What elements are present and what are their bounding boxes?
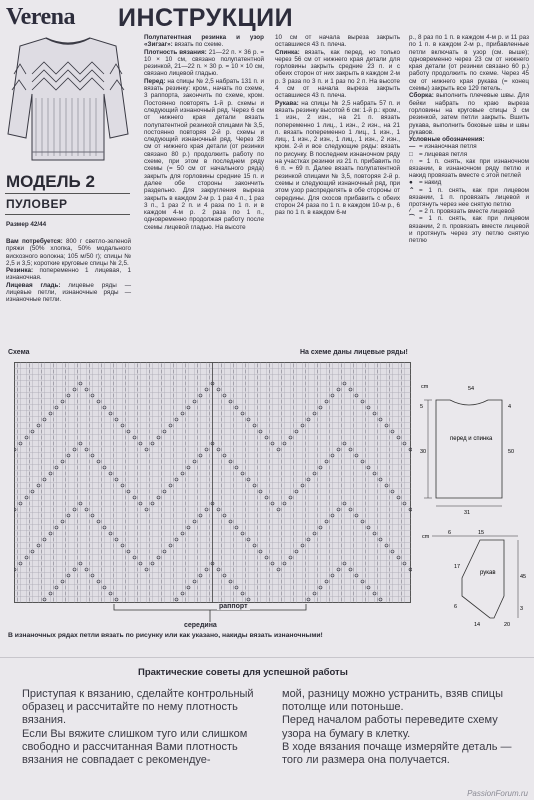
body-unit: cm xyxy=(421,384,429,390)
sleeve-measure: 17 xyxy=(454,564,461,570)
legend-text: = 1 п. снять, как при изнаночном вязании, в изнаночном ряду петлю и накид провязать вместе с этой петлей xyxy=(409,157,529,180)
rib-text: попеременно 1 лицевая, 1 изнаночная. xyxy=(6,267,131,282)
schema-note: На схеме даны лицевые ряды! xyxy=(300,349,408,356)
body-pattern xyxy=(424,400,502,506)
legend-text: = 1 п. снять, как при лицевом вязании, 2 п. провязать вместе лицевой и протянуть через эту петлю снятую петлю xyxy=(409,215,529,245)
pattern-label: Полупатентная резинка и узор «Зигзаг»: xyxy=(144,34,264,49)
page-title: ИНСТРУКЦИИ xyxy=(118,4,294,32)
sleeve-measure: 3 xyxy=(520,606,524,612)
front-cont-text: 10 см от начала выреза закрыть оставшиеся 43 п. плеча. xyxy=(275,34,400,49)
legend-symbol: ⌃ xyxy=(409,186,415,194)
sweater-illustration xyxy=(6,34,130,166)
body-measure: 30 xyxy=(420,449,427,455)
chart-caption: В изнаночных рядах петли вязать по рисунку или как указано, накиды вязать изнаночными! xyxy=(8,632,323,639)
legend-symbol: ⁄ xyxy=(409,208,411,216)
schema-label: Схема xyxy=(8,349,30,356)
front-text: на спицы № 2,5 набрать 131 п. и вязать резинку: кром., начать по схеме, 3 раппорта, закончить по схеме, кром. Постоянно повторять 1-й р. схемы и следующий изнаночный ряд. Через 6 см от нижнего края детали вязать полупатентной резинкой спицами № 3,5, постоянно повторяя 2-й р. схемы и следующий изнаночный ряд. Через 28 см от нижнего края детали (от резинки связано 80 р.) продолжить работу по схеме, при этом в последнем ряду схемы (= 50 см от начального ряда) закрыть для горловины средние 15 п. и далее обе стороны закончить раздельно. Для закругления выреза закрыть в каждом 2-м р. 1 раз 4 п., 1 раз 3 п., 1 раз 2 п. и 4 раза по 1 п. и в каждом 4-м р. 2 раза по 1 п., одновременно продолжая работу после схемы лицевой гладью. На высоте xyxy=(144,77,264,231)
knitting-chart xyxy=(14,362,412,604)
legend-item xyxy=(409,187,529,209)
divider xyxy=(5,193,130,194)
gauge-label: Плотность вязания: xyxy=(144,48,207,56)
sleeve-measure: 6 xyxy=(454,604,458,610)
instructions-column-2 xyxy=(144,34,264,346)
divider xyxy=(0,657,534,658)
pattern-diagrams xyxy=(418,378,530,628)
watermark: PassionForum.ru xyxy=(467,789,528,798)
legend-symbol: ● xyxy=(409,179,413,187)
rapport-label: раппорт xyxy=(219,603,248,610)
legend-text: = лицевая петля xyxy=(419,150,468,158)
legend-text: = накид xyxy=(419,179,442,187)
sleeve-measure: 6 xyxy=(448,530,452,536)
gauge-text: 21—22 п. × 36 р. = 10 × 10 см, связано полупатентной резинкой, 21—22 п. × 30 р. = 10 × 10 см, связано лицевой гладью. xyxy=(144,48,264,78)
legend-symbol: ∩ xyxy=(409,157,414,165)
materials-text: 800 г светло-зеленой пряжи (50% хлопка, 50% модального вискозного волокна; 105 м/50 г); спицы № 2,5 и 3,5; короткие круговые спицы № 2,5. xyxy=(6,238,132,267)
legend-text: = 1 п. снять, как при лицевом вязании, 1 п. провязать лицевой и протянуть через нее снятую петлю xyxy=(409,186,529,209)
left-column-text xyxy=(6,238,131,304)
tips-right: мой, разницу можно устранить, взяв спицы потолще или потоньше. Перед началом работы переведите схему узора на бумагу в клетку. В ходе вязания почаще измеряйте деталь — того ли размера она получается. xyxy=(282,688,512,767)
legend-text: = изнаночная петля xyxy=(419,143,477,151)
sleeves-label: Рукава: xyxy=(275,99,299,107)
legend-symbol: ⁀ xyxy=(409,215,415,223)
materials-label: Вам потребуется: xyxy=(6,238,63,245)
instructions-column-4 xyxy=(409,34,529,346)
legend-title: Условные обозначения: xyxy=(409,136,485,144)
front-label: Перед: xyxy=(144,77,166,85)
sleeves-cont-text: р., 8 раз по 1 п. в каждом 4-м р. и 11 раз по 1 п. в каждом 2-м р., прибавленные петли включать в узор (см. выше); одновременно через 23 см от нижнего края детали (от резинки связано 60 р.) работу продолжить по схеме. Через 45 см от нижнего края рукава (= конец схемы) закрыть все 129 петель. xyxy=(409,34,529,93)
sleeve-measure: 15 xyxy=(478,530,485,536)
body-measure: 5 xyxy=(420,404,424,410)
rib-label: Резинка: xyxy=(6,267,34,275)
body-measure: 54 xyxy=(468,386,475,392)
body-measure: 31 xyxy=(464,510,471,516)
legend-symbol: □ xyxy=(409,150,413,158)
assembly-text: выполнить плечевые швы. Для бейки набрать по краю выреза горловины на круговые спицы 3 см резинкой, затем петли закрыть. Вшить рукава, выполнить боковые швы и швы рукавов. xyxy=(409,92,529,136)
face-text: лицевые ряды — лицевые петли, изнаночные ряды — изнаночные петли. xyxy=(6,281,131,304)
center-label: середина xyxy=(184,622,217,629)
symbol-legend xyxy=(409,143,529,244)
legend-text: = 2 п. провязать вместе лицевой xyxy=(419,208,515,216)
sleeve-measure: 45 xyxy=(520,574,527,580)
size-line: Размер 42/44 xyxy=(6,221,47,228)
sleeves-text: на спицы № 2,5 набрать 57 п. и вязать резинку высотой 6 см: 1-й р.: кром., 1 изн., 2 изн., на 21 п. вязать попеременно 1 лиц., 1 изн., 2 изн., на 21 п. вязать попеременно 1 лиц., 1 изн., 1 лиц., 1 изн., 2 изн., 1 лиц., 1 изн., 2 изн., кром. 2-й и все следующие ряды: вязать по рисунку. В последнем изнаночном ряду на участках резинки из 21 п. прибавить по 6 п. = 69 п. Далее вязать полупатентной резинкой спицами № 3,5, повторяя 2-й р. схемы и следующий изнаночный ряд, при этом узор распределять в обе стороны от середины. Для скосов прибавить с обеих сторон 24 раза по 1 п. в каждом 10-м р., 6 раз по 1 п. в каждом 6-м xyxy=(275,99,400,217)
instructions-column-3 xyxy=(275,34,400,346)
brand-logo: Verena xyxy=(6,4,75,30)
face-label: Лицевая гладь: xyxy=(6,281,61,289)
body-measure: 50 xyxy=(508,449,515,455)
legend-item xyxy=(409,158,529,180)
sleeve-unit: cm xyxy=(422,534,430,540)
legend-item xyxy=(409,151,529,158)
back-label: Спинка: xyxy=(275,48,300,56)
legend-item xyxy=(409,215,529,244)
assembly-label: Сборка: xyxy=(409,92,434,100)
sleeve-pattern xyxy=(432,536,518,618)
divider xyxy=(5,214,130,215)
sleeve-label: рукав xyxy=(480,570,496,576)
back-text: вязать, как перед, но только через 56 см от нижнего края детали для горловины закрыть средние 23 п. и с обеих сторон от них закрыть в каждом 2-м р. 3 раза по 3 п. и 1 раз по 2 п. На высоте 4 см от начала выреза закрыть оставшиеся 43 п. плеча. xyxy=(275,48,400,100)
legend-item xyxy=(409,143,529,150)
tips-left: Приступая к вязанию, сделайте контрольный образец и рассчитайте по нему плотность вязания. Если Вы вяжите слишком туго или слишком свободно и рассчитанная Вами плотность вязания не совпадает с рекомендуе- xyxy=(22,688,254,767)
sleeve-measure: 14 xyxy=(474,622,481,628)
body-label: перед и спинка xyxy=(450,436,493,442)
pattern-text: вязать по схеме. xyxy=(172,41,224,49)
body-measure: 4 xyxy=(508,404,512,410)
tips-title: Практические советы для успешной работы xyxy=(138,667,348,678)
model-subtitle: ПУЛОВЕР xyxy=(6,197,68,211)
sleeve-measure: 20 xyxy=(504,622,511,628)
legend-symbol: — xyxy=(409,143,416,151)
model-title: МОДЕЛЬ 2 xyxy=(6,172,95,191)
legend-item xyxy=(409,179,529,186)
